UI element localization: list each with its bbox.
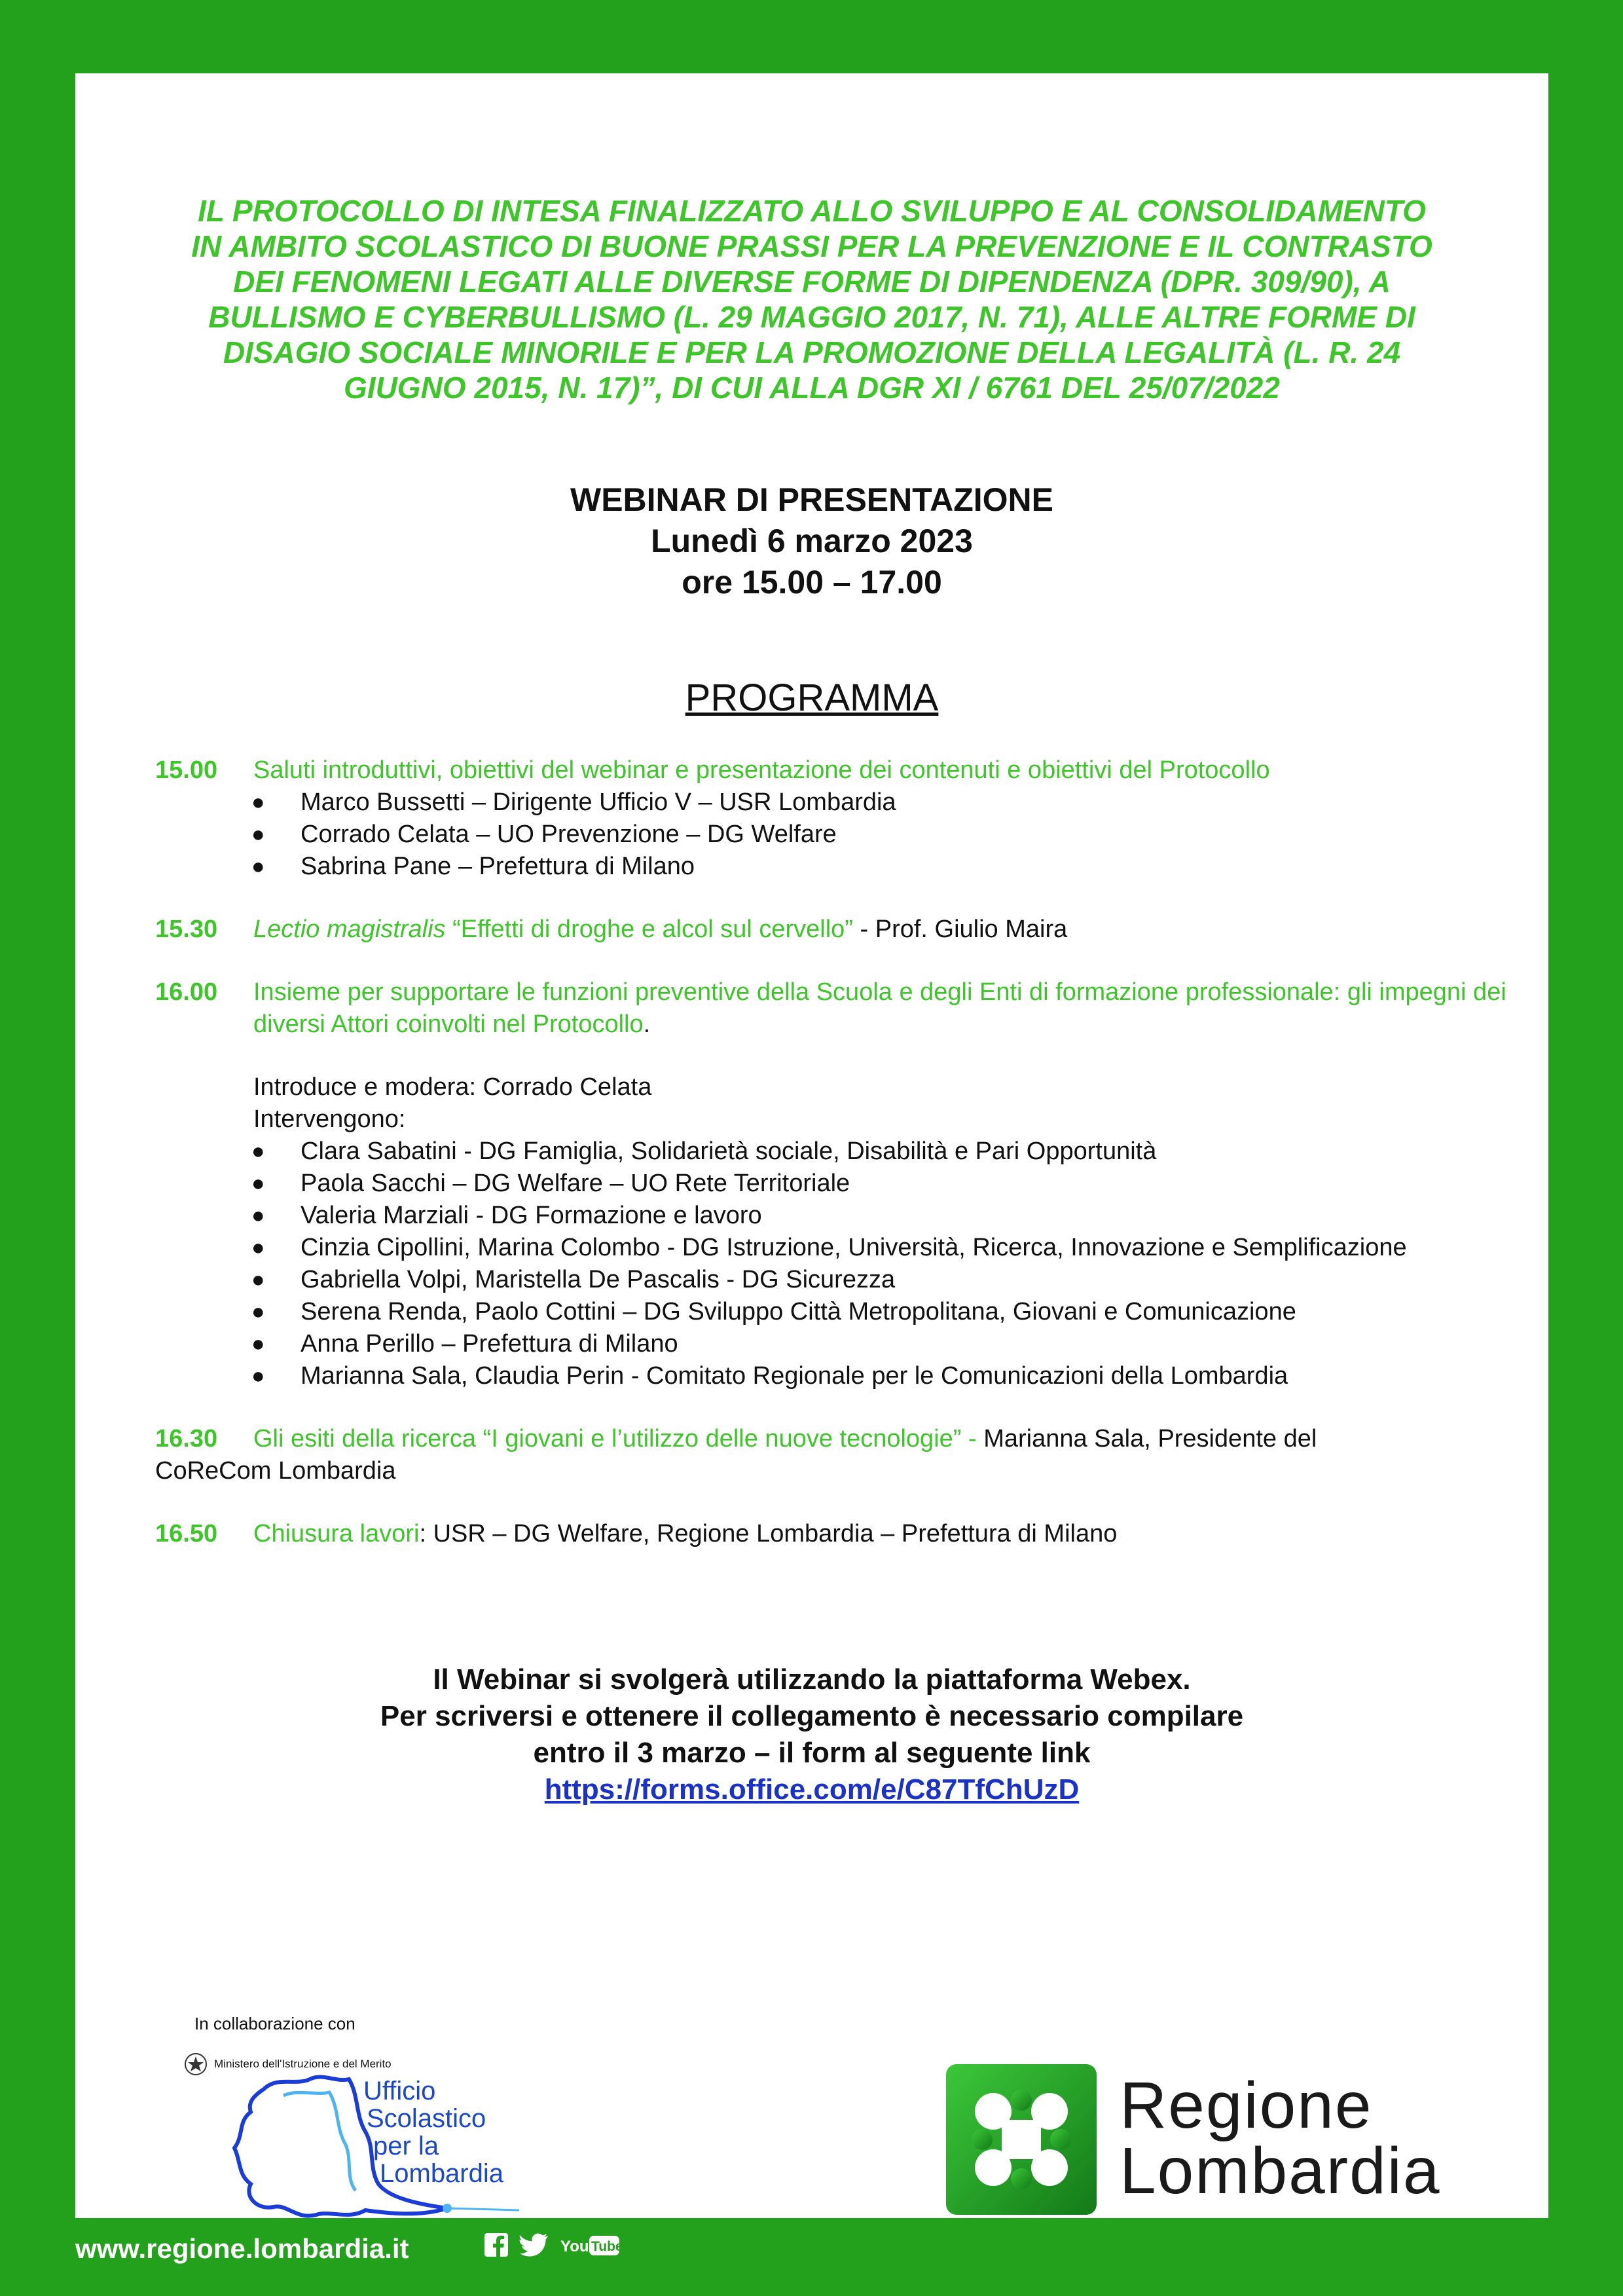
bullet-icon: ● — [251, 854, 265, 879]
webinar-heading: WEBINAR DI PRESENTAZIONE — [570, 481, 1053, 518]
registration-link[interactable]: https://forms.office.com/e/C87TfChUzD — [544, 1773, 1080, 1805]
program-speakers-label: Intervengono: — [253, 1105, 406, 1133]
bullet-icon: ● — [251, 1299, 265, 1324]
list-item: ● Serena Renda, Paolo Cottini – DG Sviluppo Città Metropolitana, Giovani e Comunicazione — [251, 1296, 1530, 1328]
program-time: 16.00 — [155, 978, 218, 1006]
programma-list — [155, 754, 1530, 1550]
program-text: “Effetti di droghe e alcol sul cervello” — [445, 916, 853, 943]
bullet-icon: ● — [251, 1331, 265, 1356]
regione-lombardia-text: Regione Lombardia — [1120, 2069, 1441, 2208]
list-item: ● Sabrina Pane – Prefettura di Milano — [251, 851, 1530, 883]
program-text: Chiusura lavori — [253, 1520, 420, 1547]
list-item: ● Valeria Marziali - DG Formazione e lavoro — [251, 1200, 1530, 1232]
list-item: ● Marco Bussetti – Dirigente Ufficio V – USR Lombardia — [251, 787, 1530, 819]
bullet-icon: ● — [251, 822, 265, 847]
facebook-icon[interactable] — [484, 2233, 508, 2257]
footer-url[interactable]: www.regione.lombardia.it — [75, 2233, 409, 2264]
regione-lombardia-logo-icon — [946, 2064, 1097, 2215]
program-text: Gli esiti della ricerca “I giovani e l’utilizzo delle nuove tecnologie” - — [253, 1425, 977, 1453]
social-icons — [484, 2233, 623, 2257]
bullet-icon: ● — [251, 1171, 265, 1196]
program-item — [155, 1423, 1530, 1487]
bullet-icon: ● — [251, 1235, 265, 1260]
program-item — [155, 1518, 1530, 1550]
usr-logo-text: Ufficio Scolastico per la Lombardia — [363, 2077, 504, 2188]
list-item: ● Gabriella Volpi, Maristella De Pascalis - DG Sicurezza — [251, 1264, 1530, 1296]
program-speaker: - Prof. Giulio Maira — [852, 916, 1068, 943]
program-item: 16.00 Insieme per supportare le funzioni preventive della Scuola e degli Enti di formazione professionale: gli impegni dei diversi Attori coinvolti nel Protocollo. Introduce e modera: Corrado Celata Intervengono: ● Clara Sabatini - DG Famiglia, Solidarietà sociale, Disabilità e Pari Opportunità ● Paola Sacchi – DG Welfare – UO Rete Territoriale ● Valeria Marziali - DG Formazione e lavoro ● Cinzia Cipollini, Marina Colombo - DG Istruzione, Università, Ricerca, Innovazione e Semplificazione ● Gabriella Volpi, Maristella De Pascalis - DG Sicurezza ● Serena Renda, Paolo Cottini – DG Sviluppo Città Metropolitana, Giovani e Comunicazione ● Anna Perillo – Prefettura di Milano ● Marianna Sala, Claudia Perin - Comitato Regionale per le Comunicazioni della Lombardia — [155, 976, 1530, 1392]
webinar-date: Lunedì 6 marzo 2023 — [651, 523, 973, 559]
programma-heading: PROGRAMMA — [685, 676, 939, 719]
bullet-icon: ● — [251, 1203, 265, 1228]
list-item: ● Clara Sabatini - DG Famiglia, Solidarietà sociale, Disabilità e Pari Opportunità — [251, 1136, 1530, 1168]
list-item: ● Corrado Celata – UO Prevenzione – DG Welfare — [251, 819, 1530, 851]
program-item — [155, 754, 1530, 883]
webinar-info — [75, 479, 1548, 603]
list-item: ● Cinzia Cipollini, Marina Colombo - DG Istruzione, Università, Ricerca, Innovazione e Semplificazione — [251, 1232, 1530, 1264]
bullet-icon: ● — [251, 1267, 265, 1292]
list-item: ● Paola Sacchi – DG Welfare – UO Rete Territoriale — [251, 1168, 1530, 1200]
list-item: ● Marianna Sala, Claudia Perin - Comitato Regionale per le Comunicazioni della Lombardia — [251, 1360, 1530, 1392]
svg-text:You: You — [560, 2238, 589, 2255]
program-continuation: CoReCom Lombardia — [155, 1457, 396, 1485]
program-time: 16.30 — [155, 1425, 218, 1453]
list-item: ● Anna Perillo – Prefettura di Milano — [251, 1328, 1530, 1360]
registration-info: Il Webinar si svolgerà utilizzando la piattaforma Webex. Per scriversi e ottenere il collegamento è necessario compilare entro il 3 marzo – il form al seguente link https://forms.office.com/e/C87TfChUzD — [380, 1663, 1244, 1805]
emblem-icon — [184, 2052, 208, 2076]
bullet-icon: ● — [251, 790, 265, 815]
protocol-title: IL PROTOCOLLO DI INTESA FINALIZZATO ALLO SVILUPPO E AL CONSOLIDAMENTO IN AMBITO SCOLASTICO DI BUONE PRASSI PER LA PREVENZIONE E IL CONTRASTO DEI FENOMENI LEGATI ALLE DIVERSE FORME DI DIPENDENZA (DPR. 309/90), A BULLISMO E CYBERBULLISMO (L. 29 MAGGIO 2017, N. 71), ALLE ALTRE FORME DI DISAGIO SOCIALE MINORILE E PER LA PROMOZIONE DELLA LEGALITÀ (L. R. 24 GIUGNO 2015, N. 17)”, DI CUI ALLA DGR XI / 6761 DEL 25/07/2022 — [191, 194, 1432, 405]
program-speaker: Marianna Sala, Presidente del — [976, 1425, 1317, 1453]
program-text-italic: Lectio magistralis — [253, 916, 446, 943]
program-time: 16.50 — [155, 1520, 218, 1547]
document-sheet — [75, 73, 1548, 2218]
program-moderator: Introduce e modera: Corrado Celata — [253, 1073, 652, 1101]
program-text: Insieme per supportare le funzioni preventive della Scuola e degli Enti di formazione professionale: gli impegni dei diversi Attori coinvolti nel Protocollo — [253, 978, 1506, 1038]
collab-label: In collaborazione con — [194, 2014, 356, 2033]
twitter-icon[interactable] — [520, 2233, 549, 2257]
program-text: Saluti introduttivi, obiettivi del webinar e presentazione dei contenuti e obiettivi del Protocollo — [253, 756, 1270, 784]
ministero-label: Ministero dell'Istruzione e del Merito — [184, 2052, 392, 2076]
bullet-icon: ● — [251, 1139, 265, 1164]
svg-text:Tube: Tube — [591, 2239, 623, 2254]
youtube-icon[interactable] — [560, 2233, 623, 2257]
webinar-time: ore 15.00 – 17.00 — [682, 564, 942, 601]
program-speaker: : USR – DG Welfare, Regione Lombardia – Prefettura di Milano — [419, 1520, 1118, 1547]
program-time: 15.30 — [155, 916, 218, 943]
program-item — [155, 914, 1530, 946]
program-time: 15.00 — [155, 756, 218, 784]
bullet-icon: ● — [251, 1363, 265, 1388]
